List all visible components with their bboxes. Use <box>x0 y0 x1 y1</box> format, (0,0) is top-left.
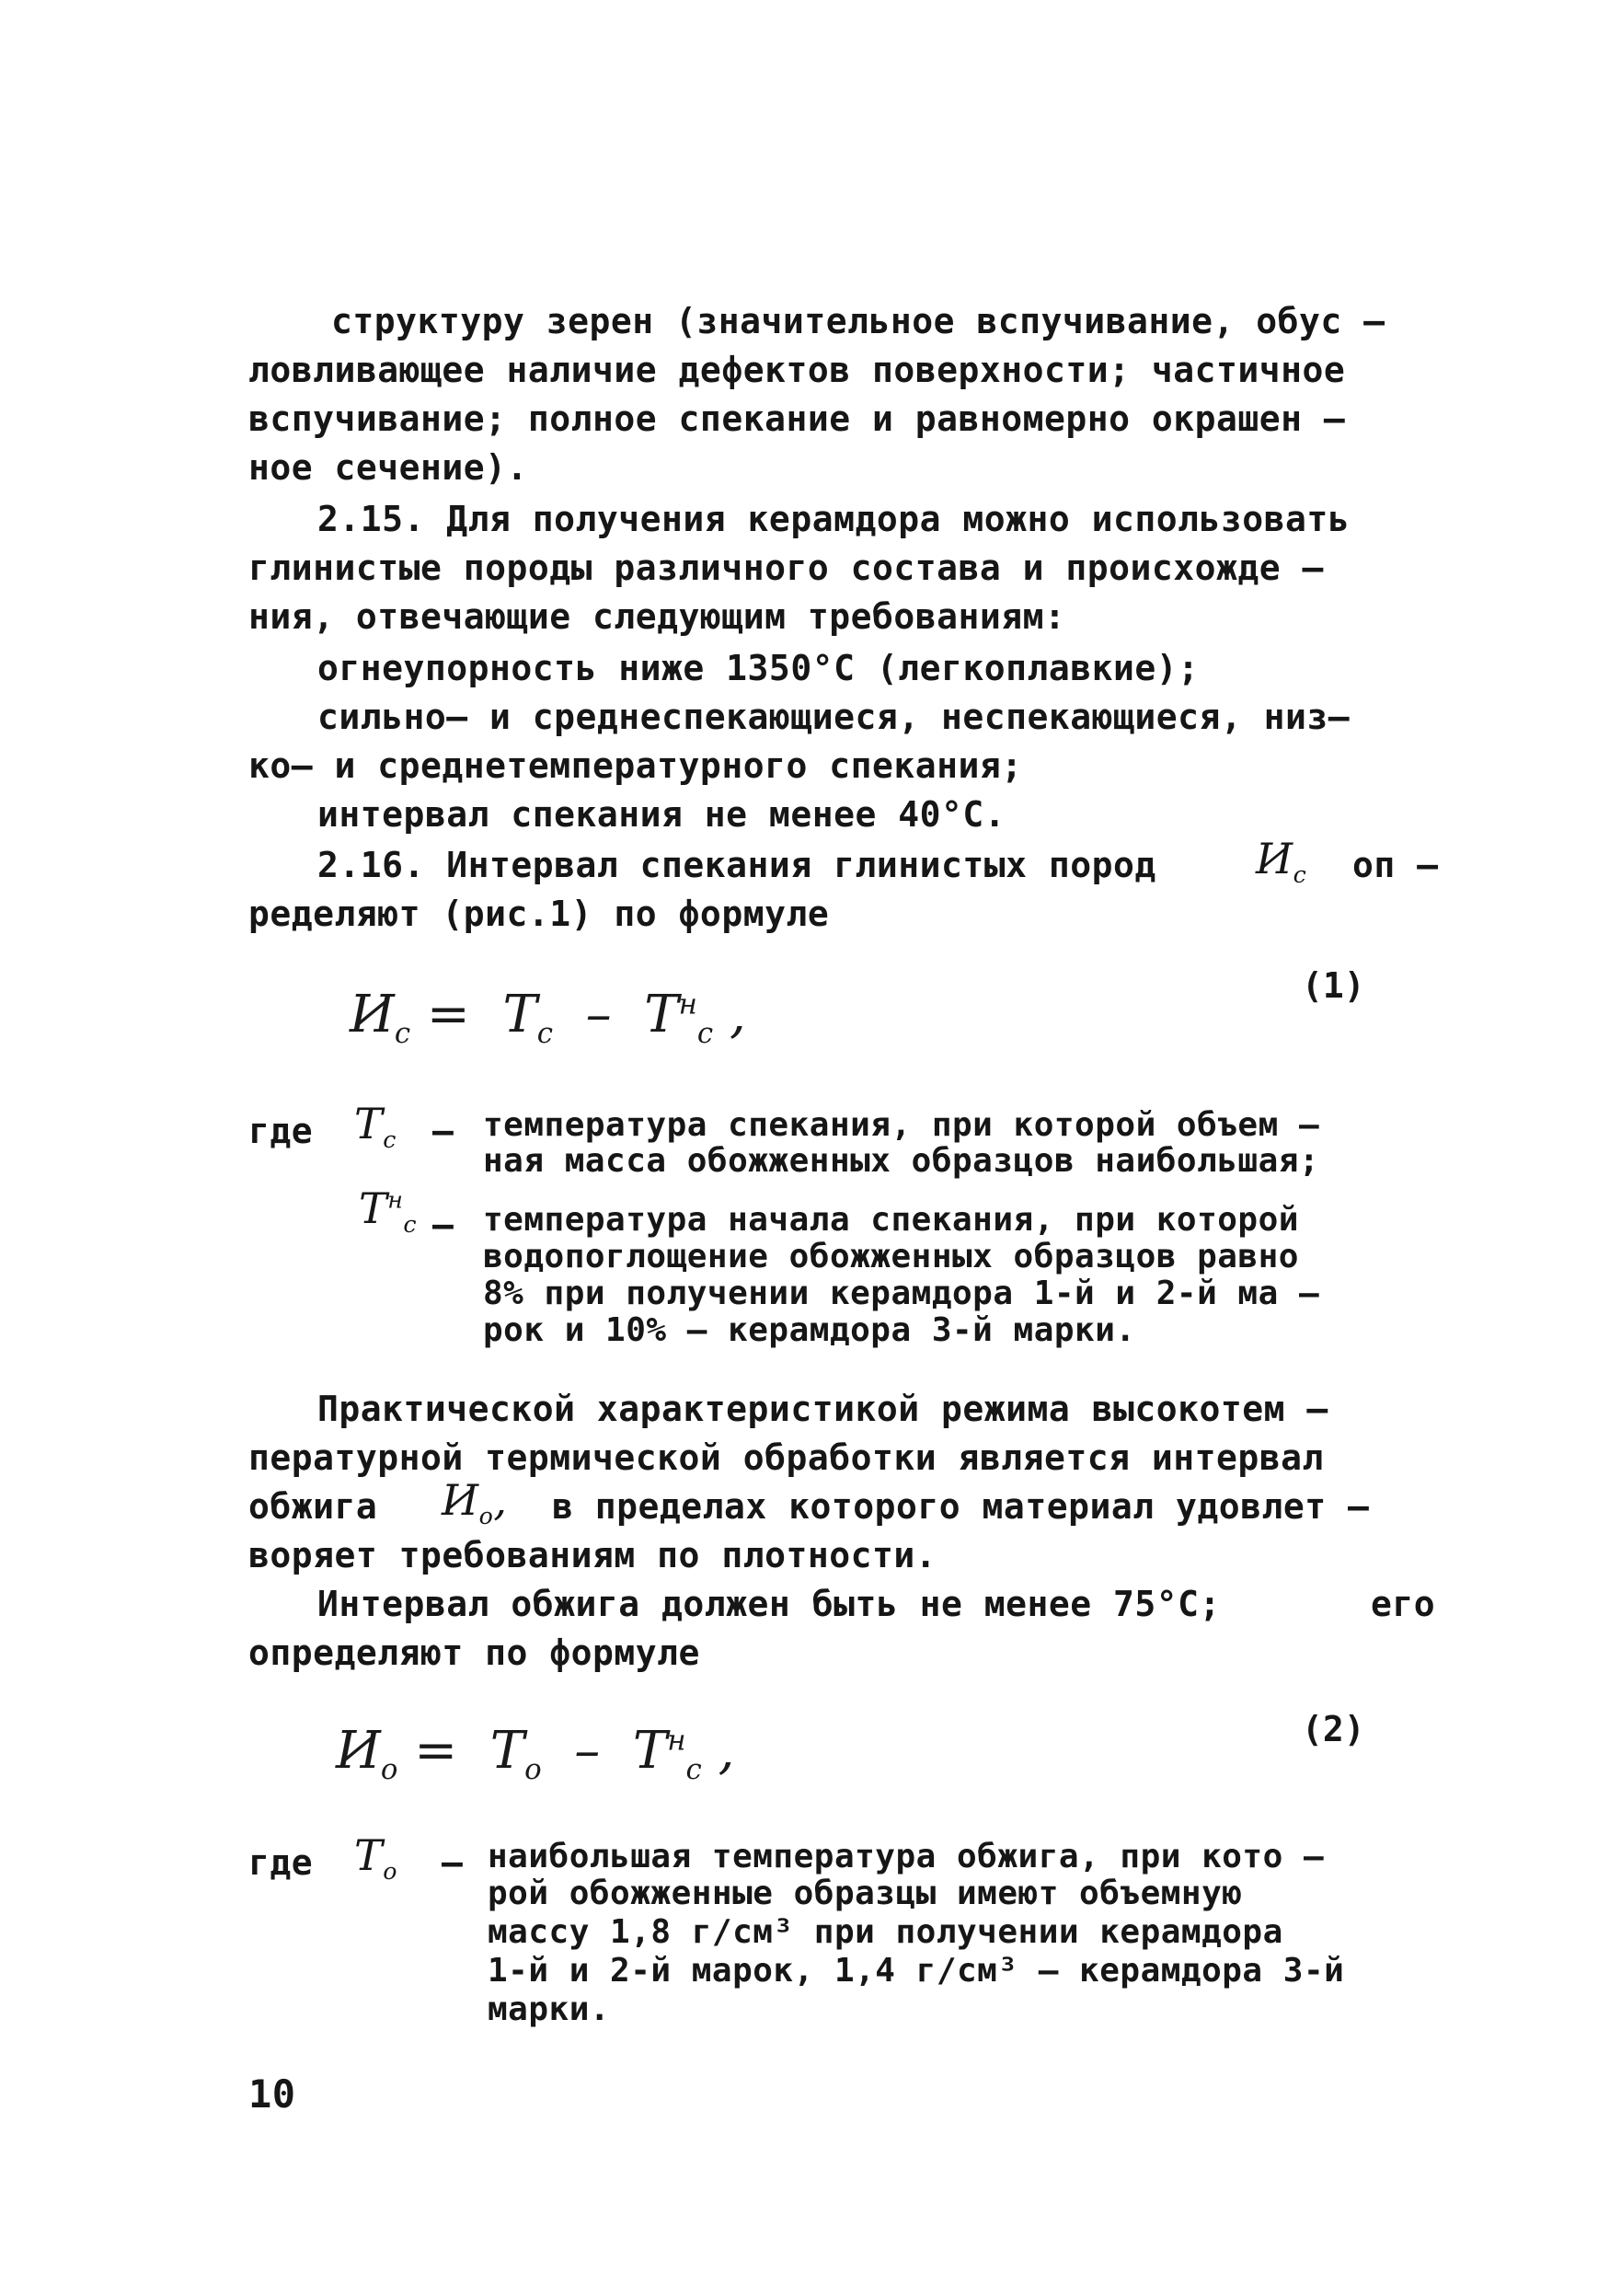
text-line: структуру зерен (значительное вспучивание, обус – <box>331 301 1385 341</box>
definition-line: рой обожженные образцы имеют объемную <box>488 1875 1243 1912</box>
text-line: ловливающее наличие дефектов поверхности; частичное <box>248 350 1346 390</box>
definition-line: 8% при получении керамдора 1-й и 2-й ма – <box>483 1275 1320 1312</box>
dash: – <box>442 1842 464 1883</box>
equation-number: (2) <box>1302 1709 1365 1749</box>
text-line: сильно– и среднеспекающиеся, неспекающиеся, низ– <box>317 697 1351 737</box>
text-line: 2.15. Для получения керамдора можно использовать <box>317 499 1351 539</box>
where-label: где <box>248 1111 314 1151</box>
definition-line: массу 1,8 г/см³ при получении керамдора <box>488 1913 1283 1951</box>
text-line: воряет требованиям по плотности. <box>248 1535 937 1575</box>
text-line: пературной термической обработки является интервал <box>248 1437 1324 1478</box>
text-line: в пределах которого материал удовлет – <box>552 1486 1370 1527</box>
text-line: ное сечение). <box>248 447 528 488</box>
definition-line: температура начала спекания, при которой <box>483 1201 1299 1239</box>
dash: – <box>432 1111 454 1151</box>
dash: – <box>432 1205 454 1245</box>
definition-line: наибольшая температура обжига, при кото – <box>488 1838 1325 1875</box>
text-line: огнеупорность ниже 1350°C (легкоплавкие); <box>317 648 1200 688</box>
symbol-tc: $T_с$ <box>354 1099 397 1154</box>
definition-line: ная масса обожженных образцов наибольшая; <box>483 1142 1320 1180</box>
where-label: где <box>248 1842 314 1883</box>
definition-line: температура спекания, при которой объем – <box>483 1106 1320 1144</box>
symbol-tc-n: $T^н_с$ <box>359 1183 418 1239</box>
text-line: ко– и среднетемпературного спекания; <box>248 745 1023 786</box>
definition-line: марки. <box>488 1990 611 2028</box>
formula-2: $И_о = T_о - T^н_с$ , <box>336 1721 735 1787</box>
text-line: вспучивание; полное спекание и равномерно окрашен – <box>248 398 1346 439</box>
page-number: 10 <box>248 2071 296 2117</box>
equation-number: (1) <box>1302 965 1365 1006</box>
symbol-to: $T_о$ <box>354 1830 397 1886</box>
text-line: 2.16. Интервал спекания глинистых пород <box>317 845 1156 885</box>
text-line: ния, отвечающие следующим требованиям: <box>248 596 1066 637</box>
text-line: определяют по формуле <box>248 1633 700 1673</box>
definition-line: 1-й и 2-й марок, 1,4 г/см³ – керамдора 3-й <box>488 1952 1345 1990</box>
definition-line: водопоглощение обожженных образцов равно <box>483 1238 1299 1275</box>
text-line: интервал спекания не менее 40°C. <box>317 794 1006 835</box>
text-line: обжига <box>248 1486 378 1527</box>
symbol-ic: $И_с$ <box>1256 834 1307 889</box>
symbol-io: $И_о$, <box>442 1475 508 1530</box>
text-line: Практической характеристикой режима высокотем – <box>317 1389 1328 1429</box>
text-line: Интервал обжига должен быть не менее 75°C; <box>317 1584 1221 1624</box>
text-line: его <box>1371 1584 1436 1624</box>
text-line: оп – <box>1352 845 1439 885</box>
text-line: глинистые породы различного состава и происхожде – <box>248 548 1324 588</box>
text-line: ределяют (рис.1) по формуле <box>248 894 830 934</box>
formula-1: $И_с = T_с - T^н_с$ , <box>350 985 746 1051</box>
definition-line: рок и 10% – керамдора 3-й марки. <box>483 1311 1136 1349</box>
